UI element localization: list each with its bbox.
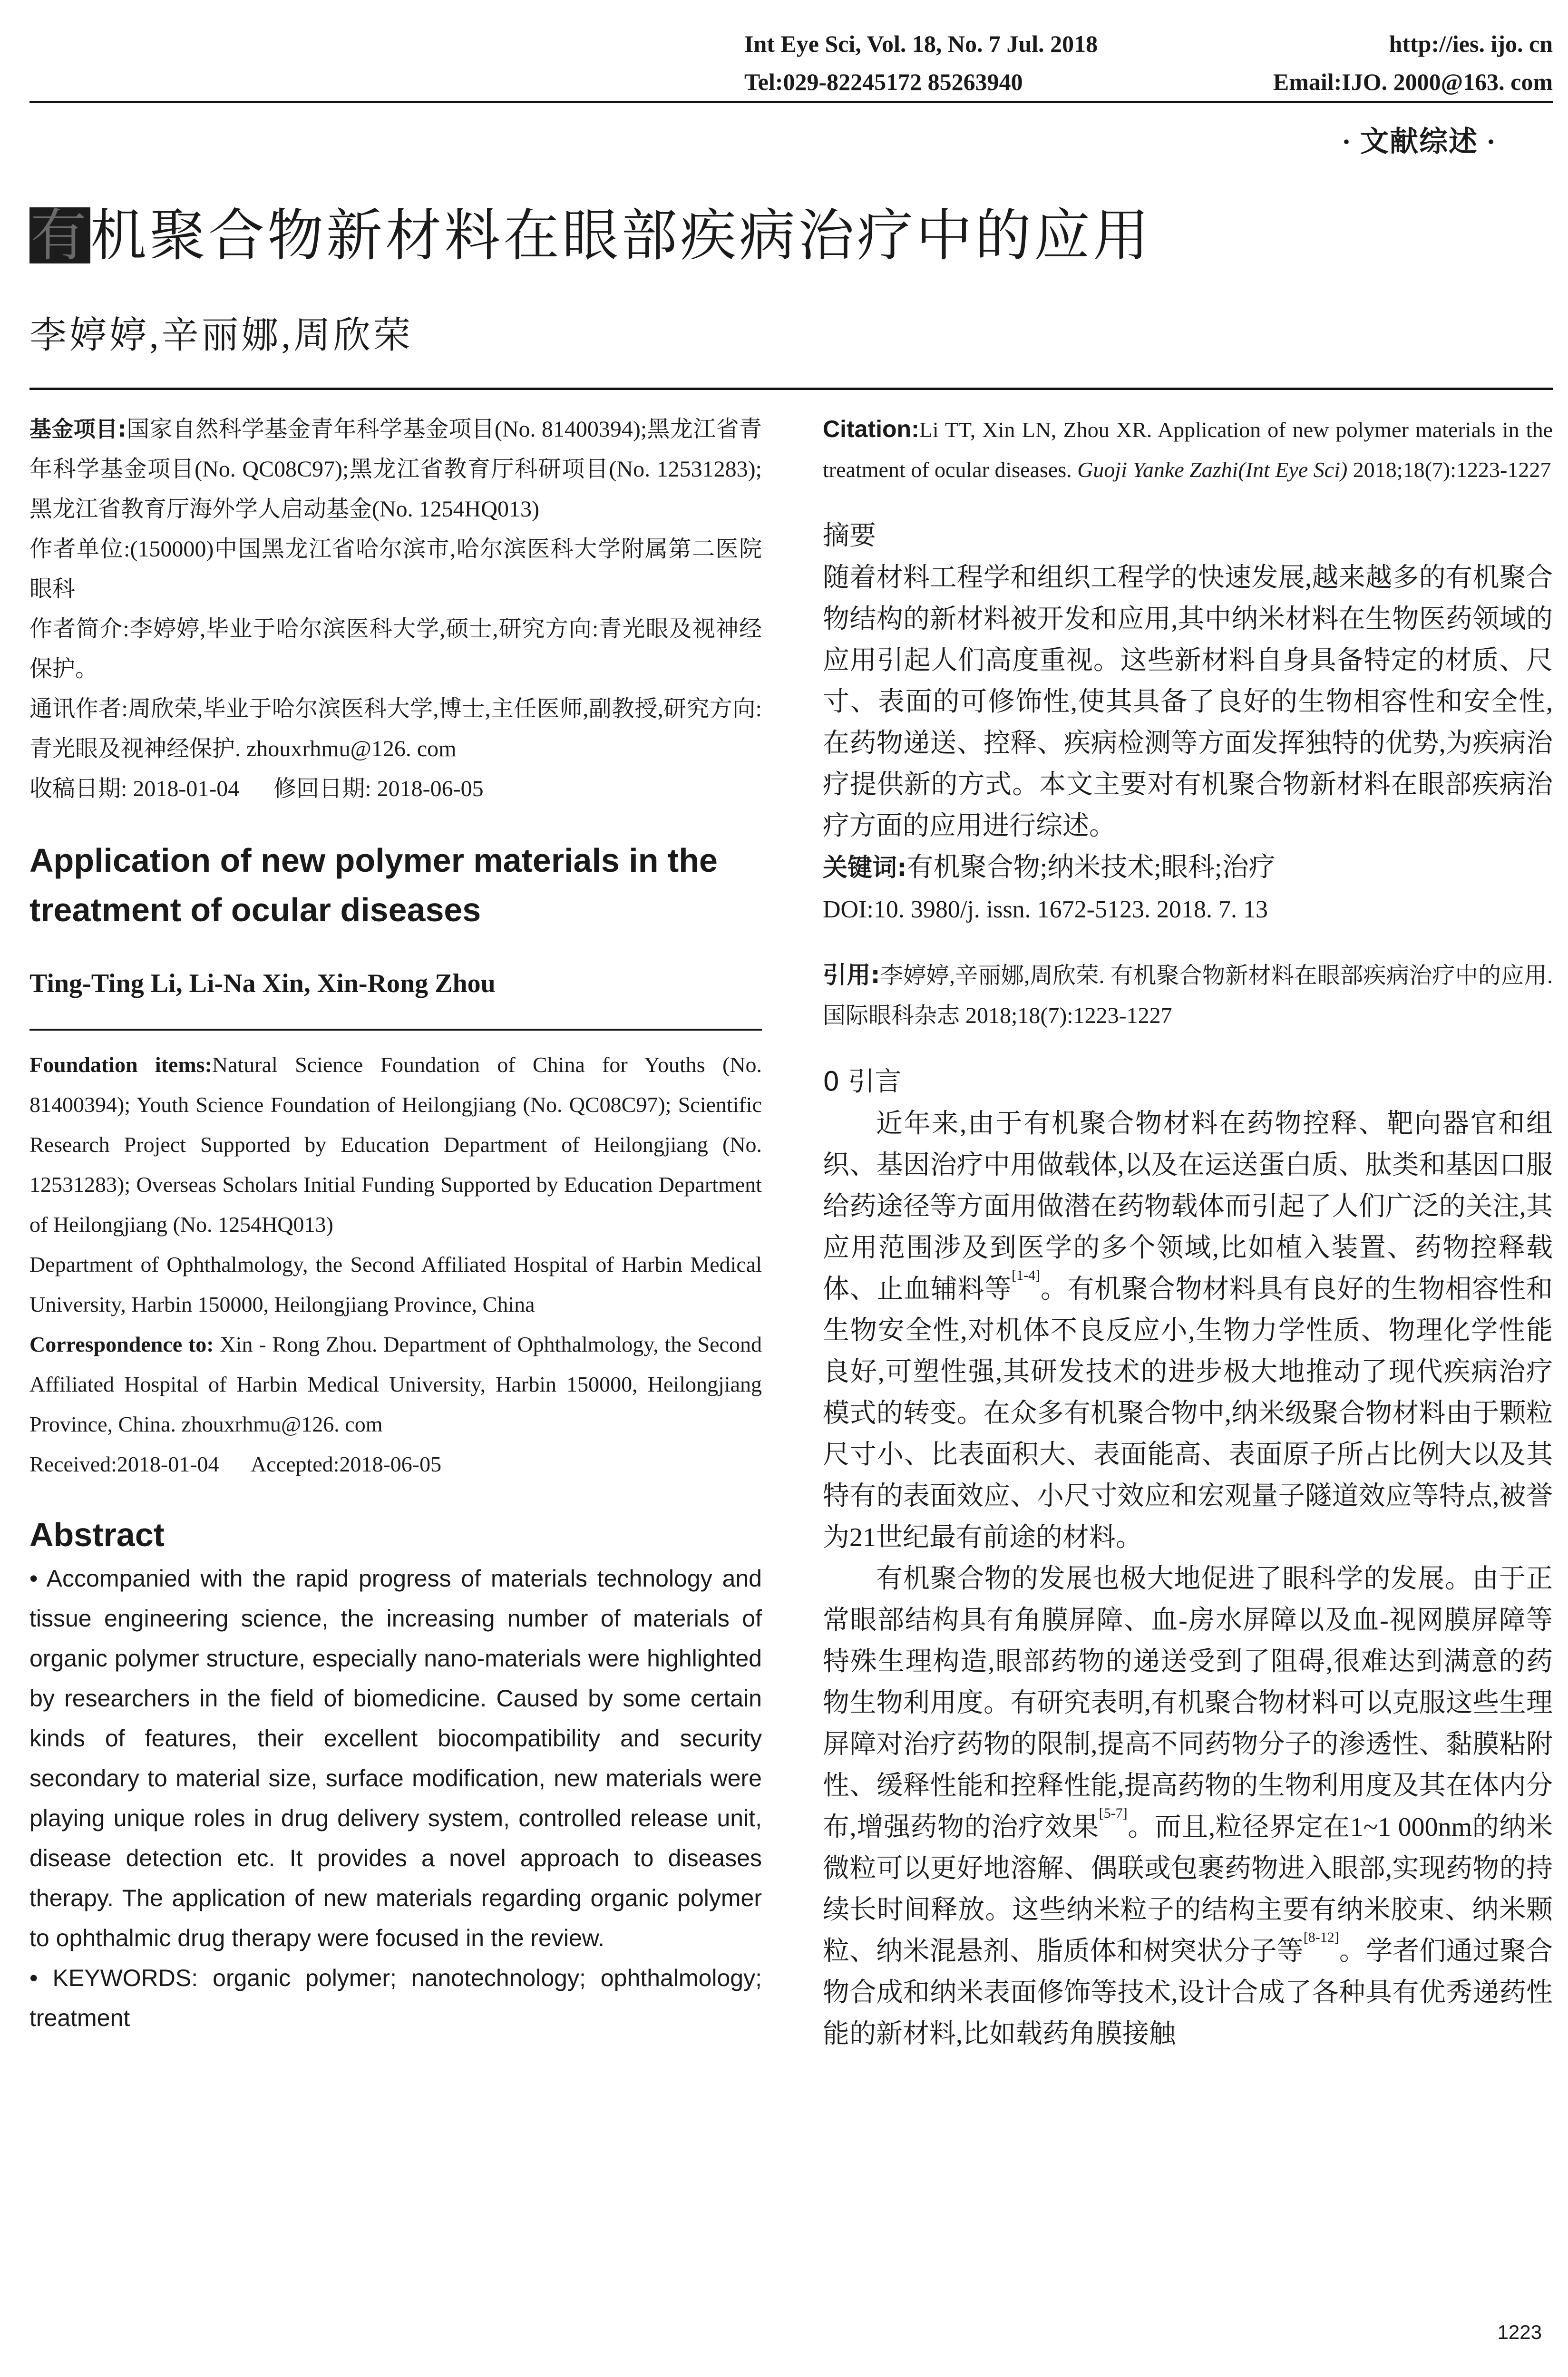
section-tag: · 文献综述 · <box>1341 126 1497 157</box>
article-title-en: Application of new polymer materials in the treatment of ocular diseases <box>29 842 718 928</box>
abstract-body <box>29 1559 762 2038</box>
title-rest: 机聚合物新材料在眼部疾病治疗中的应用 <box>90 203 1152 268</box>
foundation-cn <box>29 409 762 529</box>
keywords-cn-label: 关键词: <box>823 854 907 882</box>
foundation-en-label: Foundation items: <box>29 1052 212 1077</box>
journal-email[interactable]: Email:IJO. 2000@163. com <box>1273 68 1553 95</box>
correspondence-en <box>29 1325 762 1444</box>
foundation-cn-label: 基金项目: <box>29 416 127 442</box>
cn-front-matter <box>29 409 762 809</box>
correspondence-cn: 通讯作者:周欣荣,毕业于哈尔滨医科大学,博士,主任医师,副教授,研究方向:青光眼及视神经保护. zhouxrhmu@126. com <box>29 696 762 761</box>
authors-en: Ting-Ting Li, Li-Na Xin, Xin-Rong Zhou <box>29 969 496 998</box>
left-column <box>29 409 762 2038</box>
correspondence-en-text: Xin - Rong Zhou. Department of Ophthalmology, the Second Affiliated Hospital of Harbin Medical University, Harbin 150000, Heilongjiang Province, China. zhouxrhmu@126. com <box>29 1332 762 1436</box>
foundation-en <box>29 1045 762 1245</box>
citation-cn-text: 李婷婷,辛丽娜,周欣荣. 有机聚合物新材料在眼部疾病治疗中的应用. 国际眼科杂志 2018;18(7):1223-1227 <box>823 963 1553 1028</box>
en-front-matter <box>29 1045 762 1484</box>
abstract-text: • Accompanied with the rapid progress of materials technology and tissue engineering science, the increasing number of materials of organic polymer structure, especially nano-materials were highlighted by researchers in the field of biomedicine. Caused by some certain kinds of features, their excellent biocompatibility and security secondary to material size, surface modification, new materials were playing unique roles in drug delivery system, controlled release unit, disease detection etc. It provides a novel approach to diseases therapy. The application of new materials regarding organic polymer to ophthalmic drug therapy were focused in the review. <box>29 1565 762 1951</box>
journal-volume: Int Eye Sci, Vol. 18, No. 7 Jul. 2018 <box>744 30 1098 57</box>
keywords-cn <box>823 847 1553 889</box>
running-header <box>744 25 1553 101</box>
intro-heading: 0 引言 <box>823 1066 902 1097</box>
citation-en <box>823 409 1553 490</box>
abstract-keywords: • KEYWORDS: organic polymer; nanotechnology; ophthalmology; treatment <box>29 1965 762 2031</box>
intro-p1-text-b: 。有机聚合物材料具有良好的生物相容性和生物安全性,对机体不良反应小,生物力学性质、物理化学性能良好,可塑性强,其研发技术的进步极大地推动了现代疾病治疗模式的转变。在众多有机聚合物中,纳米级聚合物材料由于颗粒尺寸小、比表面积大、表面能高、表面原子所占比例大以及其特有的表面效应、小尺寸效应和宏观量子隧道效应等特点,被誉为21世纪最有前途的材料。 <box>823 1275 1553 1552</box>
intro-body <box>823 1103 1553 2055</box>
citation-cn-label: 引用: <box>823 961 880 989</box>
authors-cn: 李婷婷,辛丽娜,周欣荣 <box>29 314 414 356</box>
article-title-cn <box>29 200 1152 271</box>
citation-cn <box>823 955 1553 1036</box>
dates-en: Received:2018-01-04 Accepted:2018-06-05 <box>29 1452 442 1476</box>
abstract-heading: Abstract <box>29 1516 165 1553</box>
journal-url[interactable]: http://ies. ijo. cn <box>1389 30 1553 57</box>
right-column <box>823 409 1553 2055</box>
page-number: 1223 <box>1497 2321 1542 2343</box>
intro-p2-text-a: 有机聚合物的发展也极大地促进了眼科学的发展。由于正常眼部结构具有角膜屏障、血-房水屏障以及血-视网膜屏障等特殊生理构造,眼部药物的递送受到了阻碍,很难达到满意的药物生物利用度。有研究表明,有机聚合物材料可以克服这些生理屏障对治疗药物的限制,提高不同药物分子的渗透性、黏膜粘附性、缓释性能和控释性能,提高药物的生物利用度及其在体内分布,增强药物的治疗效果 <box>823 1564 1553 1842</box>
doi[interactable]: DOI:10. 3980/j. issn. 1672-5123. 2018. 7. 13 <box>823 896 1268 923</box>
intro-p1-text-a: 近年来,由于有机聚合物材料在药物控释、靶向器官和组织、基因治疗中用做载体,以及在运送蛋白质、肽类和基因口服给药途径等方面用做潜在药物载体而引起了人们广泛的关注,其应用范围涉及到医学的多个领域,比如植入装置、药物控释载体、止血辅料等 <box>823 1109 1553 1304</box>
citation-journal: Guoji Yanke Zazhi(Int Eye Sci) <box>1077 458 1348 482</box>
foundation-cn-text: 国家自然科学基金青年科学基金项目(No. 81400394);黑龙江省青年科学基金项目(No. QC08C97);黑龙江省教育厅科研项目(No. 12531283);黑龙江省教育厅海外学人启动基金(No. 1254HQ013) <box>29 417 762 522</box>
intro-paragraph-2 <box>823 1559 1553 2055</box>
intro-p2-text-b: 。而且,粒径界定在1~1 000nm的纳米微粒可以更好地溶解、偶联或包裹药物进入眼部,实现药物的持续长时间释放。这些纳米粒子的结构主要有纳米胶束、纳米颗粒、纳米混悬剂、脂质体和树突状分子等 <box>823 1812 1553 1966</box>
title-first-character: 有 <box>30 203 90 268</box>
department-en: Department of Ophthalmology, the Second Affiliated Hospital of Harbin Medical University, Harbin 150000, Heilongjiang Province, China <box>29 1252 762 1316</box>
citation-pages: 2018;18(7):1223-1227 <box>1347 458 1551 482</box>
zhaiyao-text: 随着材料工程学和组织工程学的快速发展,越来越多的有机聚合物结构的新材料被开发和应用,其中纳米材料在生物医药领域的应用引起人们高度重视。这些新材料自身具备特定的材质、尺寸、表面的可修饰性,使其具备了良好的生物相容性和安全性,在药物递送、控释、疾病检测等方面发挥独特的优势,为疾病治疗提供新的方式。本文主要对有机聚合物新材料在眼部疾病治疗方面的应用进行综述。 <box>823 563 1553 841</box>
header-rule <box>29 101 1553 103</box>
citation-text: Li TT, Xin LN, Zhou XR. Application of new polymer materials in the treatment of ocular diseases. <box>823 418 1553 482</box>
reference-5-7[interactable]: [5-7] <box>1099 1805 1128 1821</box>
author-rule <box>29 1029 762 1031</box>
correspondence-en-label: Correspondence to: <box>29 1332 214 1356</box>
intro-p2-text-c: 。学者们通过聚合物合成和纳米表面修饰等技术,设计合成了各种具有优秀递药性能的新材料,比如载药角膜接触 <box>823 1937 1553 2049</box>
title-rule <box>29 388 1553 390</box>
author-bio-cn: 作者简介:李婷婷,毕业于哈尔滨医科大学,硕士,研究方向:青光眼及视神经保护。 <box>29 616 762 682</box>
dates-cn: 收稿日期: 2018-01-04 修回日期: 2018-06-05 <box>29 776 484 801</box>
zhaiyao-heading: 摘要 <box>823 520 876 551</box>
intro-paragraph-1 <box>823 1103 1553 1559</box>
foundation-en-text: Natural Science Foundation of China for Youths (No. 81400394); Youth Science Foundation of Heilongjiang (No. QC08C97); Scientific Research Project Supported by Education Department of Heilongjiang (No. 12531283); Overseas Scholars Initial Funding Supported by Education Department of Heilongjiang (No. 1254HQ013) <box>29 1052 762 1237</box>
reference-1-4[interactable]: [1-4] <box>1012 1267 1041 1283</box>
zhaiyao-body <box>823 557 1553 930</box>
reference-8-12[interactable]: [8-12] <box>1303 1929 1339 1945</box>
citation-label: Citation: <box>823 416 919 442</box>
affiliation-cn: 作者单位:(150000)中国黑龙江省哈尔滨市,哈尔滨医科大学附属第二医院眼科 <box>29 536 762 602</box>
journal-telephone: Tel:029-82245172 85263940 <box>744 68 1023 95</box>
keywords-cn-text: 有机聚合物;纳米技术;眼科;治疗 <box>906 853 1276 882</box>
